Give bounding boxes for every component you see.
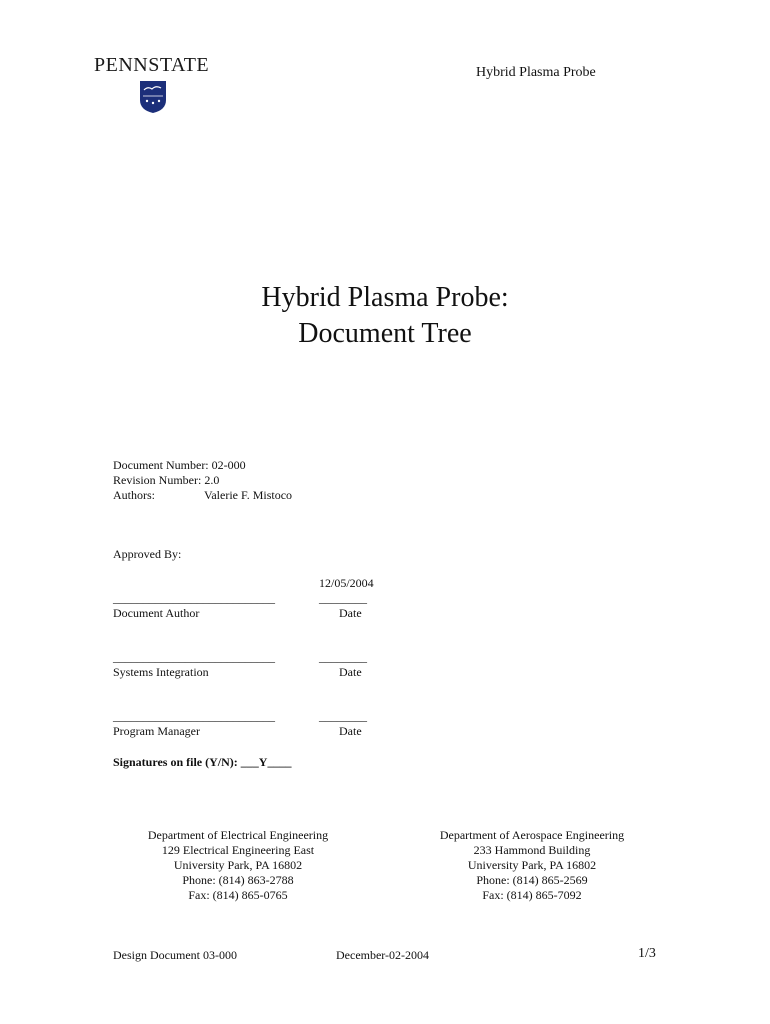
department-aerospace <box>402 828 662 903</box>
document-number: Document Number: 02-000 <box>113 458 246 472</box>
department-phone: Phone: (814) 865-2569 <box>476 873 588 887</box>
signature-line: ___________________________ <box>113 591 275 605</box>
approval-date-value: 12/05/2004 <box>319 576 374 590</box>
document-title-line2: Document Tree <box>298 318 472 349</box>
department-name: Department of Aerospace Engineering <box>439 828 625 842</box>
role-label: Program Manager <box>113 724 200 738</box>
revision-number: Revision Number: 2.0 <box>113 473 220 487</box>
signature-line: ___________________________ <box>113 650 275 664</box>
signatures-on-file: Signatures on file (Y/N): ___Y____ <box>113 755 292 769</box>
header-title: Hybrid Plasma Probe <box>476 65 596 80</box>
department-address: 129 Electrical Engineering East <box>161 843 315 857</box>
department-city: University Park, PA 16802 <box>173 858 303 872</box>
pennstate-logo-text: PENNSTATE <box>94 54 210 76</box>
date-line: ________ <box>319 591 367 605</box>
department-city: University Park, PA 16802 <box>467 858 597 872</box>
date-label: Date <box>339 606 362 620</box>
date-label: Date <box>339 665 362 679</box>
department-fax: Fax: (814) 865-0765 <box>188 888 288 902</box>
department-fax: Fax: (814) 865-7092 <box>482 888 582 902</box>
authors-label: Authors: <box>113 488 155 502</box>
footer-date: December-02-2004 <box>336 948 430 962</box>
department-name: Department of Electrical Engineering <box>147 828 329 842</box>
date-line: ________ <box>319 650 367 664</box>
signature-line: ___________________________ <box>113 709 275 723</box>
pennstate-shield-icon <box>139 80 167 114</box>
role-label: Document Author <box>113 606 200 620</box>
footer-doc-label: Design Document 03-000 <box>113 948 237 962</box>
date-line: ________ <box>319 709 367 723</box>
department-address: 233 Hammond Building <box>473 843 591 857</box>
document-title-line1: Hybrid Plasma Probe: <box>261 282 509 313</box>
date-label: Date <box>339 724 362 738</box>
department-phone: Phone: (814) 863-2788 <box>182 873 294 887</box>
footer-page-number: 1/3 <box>638 946 656 961</box>
department-electrical <box>108 828 368 903</box>
role-label: Systems Integration <box>113 665 209 679</box>
approved-by-label: Approved By: <box>113 547 182 561</box>
authors-value: Valerie F. Mistoco <box>204 488 293 502</box>
